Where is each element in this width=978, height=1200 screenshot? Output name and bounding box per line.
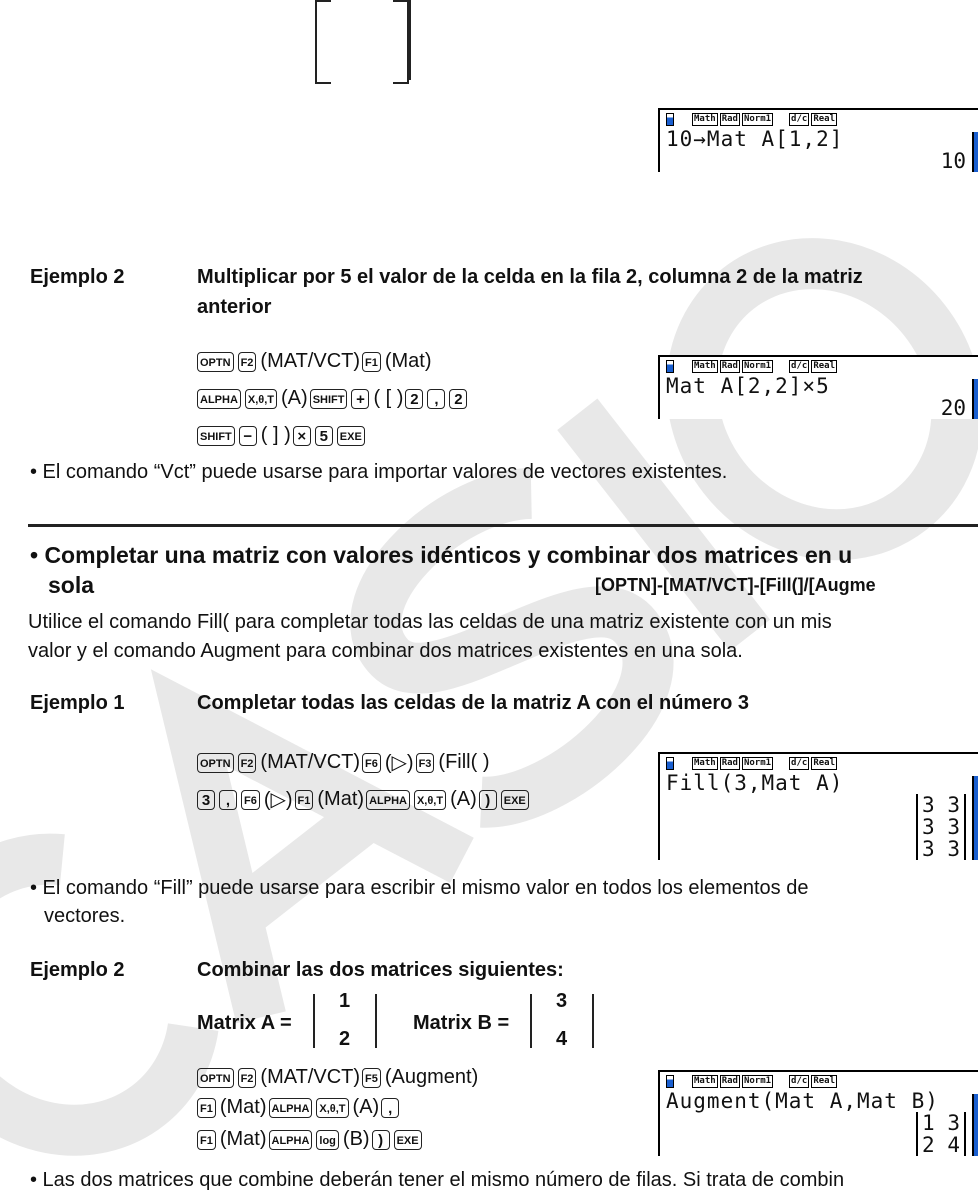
key-f2: F2 [238,753,257,773]
result: 20 [940,396,966,419]
input-expression: 10→Mat A[1,2] [666,127,844,151]
key-symbol: , [219,790,237,810]
key-symbol: , [427,389,445,409]
scrollbar [972,776,978,860]
matrix-b-label: Matrix B = [413,1012,510,1034]
matrix-a-label: Matrix A = [197,1012,292,1034]
key-log: log [316,1130,339,1150]
key-caption: ( [ ) [373,387,404,409]
status-indicator: Math [694,1075,716,1086]
matrix-a-cell: 2 [339,1028,351,1050]
battery-icon [666,360,674,373]
key-sequence [197,1066,478,1089]
section-title: • Completar una matriz con valores idénticos y combinar dos matrices en u [30,542,853,568]
battery-icon [666,1075,674,1088]
status-indicator: Real [813,113,835,124]
key-symbol: + [351,389,369,409]
note-fill-cont: vectores. [44,905,126,927]
paragraph-line: valor y el comando Augment para combinar dos matrices existentes en una sola. [28,640,743,662]
matrix-cell: 4 [947,1133,960,1156]
battery-icon [666,113,674,126]
key-sequence [197,1128,424,1151]
key-symbol: − [239,426,257,446]
key-2: 2 [405,389,423,409]
calculator-screen-2 [658,355,978,419]
result-matrix [916,1112,966,1156]
calculator-screen-3 [658,752,978,860]
key-caption: (MAT/VCT) [260,751,361,773]
paragraph-line: Utilice el comando Fill( para completar todas las celdas de una matriz existente con un mis [28,611,832,633]
matrix-cell: 3 [922,815,935,839]
input-expression: Augment(Mat A,Mat B) [666,1089,939,1113]
key-optn: OPTN [197,1068,234,1088]
matrix-b-cell: 3 [556,990,568,1012]
key-caption: ( ] ) [260,424,291,446]
status-bar [660,110,978,128]
matrix-a [313,990,377,1050]
key-f2: F2 [238,1068,257,1088]
key-xt: X,θ,T [414,790,446,810]
example-title-cont: anterior [197,296,272,318]
key-symbol: ) [372,1130,390,1150]
key-caption: (▷) [263,789,293,811]
matrix-cell: 3 [947,837,960,860]
matrix-cell: 3 [947,815,960,839]
key-f1: F1 [197,1130,216,1150]
key-caption: (A) [281,387,308,409]
scrollbar [972,1094,978,1156]
key-sequence [197,1096,401,1119]
key-caption: (Fill( ) [438,751,490,773]
menu-path: [OPTN]-[MAT/VCT]-[Fill(]/[Augme [595,575,876,595]
key-f6: F6 [241,790,260,810]
status-indicator: Real [813,360,835,371]
result-matrix [916,794,966,860]
key-caption: (Mat) [219,1128,267,1150]
key-caption: (MAT/VCT) [260,350,361,372]
key-caption: (B) [342,1128,370,1150]
key-xt: X,θ,T [245,389,277,409]
key-xt: X,θ,T [316,1098,348,1118]
status-indicator: Norm1 [743,360,772,371]
key-caption: (Mat) [317,788,365,810]
section-divider [28,524,978,527]
key-symbol: ) [479,790,497,810]
key-sequence [197,387,469,410]
note-augment: • Las dos matrices que combine deberán tener el mismo número de filas. Si trata de combin [30,1169,845,1191]
key-f2: F2 [238,352,257,372]
key-symbol: , [381,1098,399,1118]
key-f3: F3 [416,753,435,773]
input-expression: Mat A[2,2]×5 [666,374,830,398]
status-bar [660,357,978,375]
matrix-cell: 3 [947,1111,960,1135]
key-caption: (▷) [384,752,414,774]
key-caption: (Mat) [219,1096,267,1118]
status-bar [660,1072,978,1090]
status-indicator: Rad [721,757,738,768]
note-vct: • El comando “Vct” puede usarse para importar valores de vectores existentes. [30,461,728,483]
matrix-cell: 2 [922,1133,935,1156]
key-shift: SHIFT [197,426,235,446]
key-f1: F1 [362,352,381,372]
matrix-cell: 3 [922,837,935,860]
key-5: 5 [315,426,333,446]
key-f1: F1 [295,790,314,810]
key-2: 2 [449,389,467,409]
key-caption: (MAT/VCT) [260,1066,361,1088]
matrix-b [530,990,594,1050]
example-title: Completar todas las celdas de la matriz A con el número 3 [197,692,750,714]
note-fill: • El comando “Fill” puede usarse para escribir el mismo valor en todos los elementos de [30,877,809,899]
status-indicator: Math [694,360,716,371]
status-indicator: d/c [791,1075,808,1086]
status-indicator: Rad [721,1075,738,1086]
status-indicator: Real [813,1075,835,1086]
status-indicator: Rad [721,113,738,124]
status-indicator: d/c [791,113,808,124]
result: 10 [940,149,966,172]
key-f5: F5 [362,1068,381,1088]
key-optn: OPTN [197,753,234,773]
status-indicator: Math [694,113,716,124]
key-optn: OPTN [197,352,234,372]
status-indicator: Norm1 [743,1075,772,1086]
key-sequence [197,424,367,447]
key-shift: SHIFT [310,389,348,409]
key-f6: F6 [362,753,381,773]
key-caption: (A) [450,788,477,810]
key-symbol: × [293,426,311,446]
status-indicator: Math [694,757,716,768]
key-exe: EXE [501,790,529,810]
key-alpha: ALPHA [197,389,241,409]
example-label: Ejemplo 2 [30,959,125,981]
matrix-cell: 3 [922,793,935,817]
key-sequence [197,350,432,373]
matrix-b-cell: 4 [556,1028,568,1050]
key-sequence [197,787,531,812]
key-exe: EXE [337,426,365,446]
key-f1: F1 [197,1098,216,1118]
calculator-screen-1 [658,108,978,172]
key-caption: (Mat) [384,350,432,372]
status-indicator: Norm1 [743,757,772,768]
key-alpha: ALPHA [366,790,410,810]
key-alpha: ALPHA [269,1130,313,1150]
example-label: Ejemplo 2 [30,266,125,288]
status-bar [660,754,978,772]
status-indicator: Rad [721,360,738,371]
example-label: Ejemplo 1 [30,692,125,714]
status-indicator: Real [813,757,835,768]
key-exe: EXE [394,1130,422,1150]
matrix-cell: 3 [947,793,960,817]
status-indicator: d/c [791,360,808,371]
key-caption: (A) [352,1096,380,1118]
battery-icon [666,757,674,770]
example-title: Multiplicar por 5 el valor de la celda en la fila 2, columna 2 de la matriz [197,266,863,288]
key-sequence [197,750,490,775]
scrollbar [972,379,978,419]
key-alpha: ALPHA [269,1098,313,1118]
key-caption: (Augment) [384,1066,479,1088]
example-title: Combinar las dos matrices siguientes: [197,959,564,981]
scrollbar [972,132,978,172]
key-3: 3 [197,790,215,810]
calculator-screen-4 [658,1070,978,1156]
status-indicator: Norm1 [743,113,772,124]
section-title-cont: sola [48,572,95,598]
input-expression: Fill(3,Mat A) [666,771,844,795]
matrix-a-cell: 1 [339,990,351,1012]
status-indicator: d/c [791,757,808,768]
matrix-cell: 1 [922,1111,935,1135]
